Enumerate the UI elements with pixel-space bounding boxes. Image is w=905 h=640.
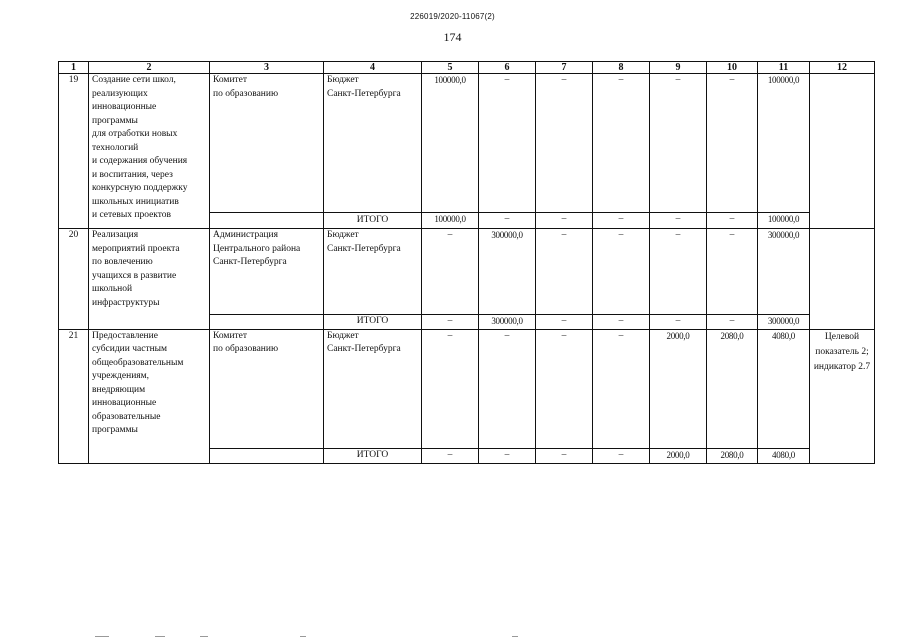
source-cell — [324, 229, 422, 315]
itogo-label: ИТОГО — [324, 448, 422, 463]
itogo-value: – — [536, 315, 593, 330]
header-row — [59, 62, 875, 74]
text-line: общеобразовательным — [92, 357, 184, 368]
text-line: Санкт-Петербурга — [327, 243, 401, 254]
value-cell: – — [422, 229, 479, 315]
value-cell: – — [422, 329, 479, 448]
executor-cell — [210, 329, 324, 448]
col-header: 9 — [650, 62, 707, 74]
page-number: 174 — [443, 30, 462, 44]
itogo-value: – — [422, 448, 479, 463]
text-line: и содержания обучения — [92, 156, 188, 166]
itogo-value: – — [593, 213, 650, 229]
text-line: инфраструктуры — [92, 297, 160, 308]
text-line: программы — [92, 425, 138, 435]
text-line: по образованию — [213, 344, 279, 354]
executor-cell-empty — [210, 315, 324, 330]
itogo-value: 100000,0 — [422, 213, 479, 229]
text-line: инновационные — [92, 102, 157, 112]
text-line: Комитет — [213, 75, 248, 85]
itogo-value: – — [536, 448, 593, 463]
value-cell: 2080,0 — [707, 329, 758, 448]
text-line: субсидии частным — [92, 344, 168, 354]
text-line: для отработки новых — [92, 129, 178, 139]
text-line: и сетевых проектов — [92, 210, 172, 220]
text-line: образовательные — [92, 411, 161, 422]
text-line: по вовлечению — [92, 257, 153, 267]
itogo-label: ИТОГО — [324, 213, 422, 229]
itogo-value: – — [707, 315, 758, 330]
text-line: индикатор 2.7 — [813, 361, 871, 372]
text-line: внедряющим — [92, 384, 146, 395]
col-header: 8 — [593, 62, 650, 74]
text-line: Комитет — [213, 330, 248, 341]
text-line: Предоставление — [92, 330, 158, 341]
value-cell: 100000,0 — [422, 74, 479, 213]
itogo-value: 4080,0 — [758, 448, 810, 463]
text-line: школьной — [92, 284, 133, 294]
value-cell: – — [536, 229, 593, 315]
value-cell: – — [479, 329, 536, 448]
text-line: Центрального района — [213, 243, 301, 254]
itogo-value: – — [650, 315, 707, 330]
table-row — [59, 229, 875, 315]
scan-mark — [200, 636, 208, 637]
text-line: показатель 2; — [815, 346, 869, 357]
col-header: 10 — [707, 62, 758, 74]
activity-cell — [89, 74, 210, 229]
executor-cell — [210, 229, 324, 315]
text-line: Целевой — [824, 331, 860, 342]
value-cell: – — [707, 74, 758, 213]
itogo-value: – — [593, 315, 650, 330]
itogo-value: – — [593, 448, 650, 463]
source-cell — [324, 329, 422, 448]
col-header: 4 — [324, 62, 422, 74]
col-header: 1 — [59, 62, 89, 74]
value-cell: 4080,0 — [758, 329, 810, 448]
value-cell: – — [536, 329, 593, 448]
text-line: учащихся в развитие — [92, 270, 177, 281]
activity-cell — [89, 229, 210, 330]
value-cell: – — [650, 229, 707, 315]
value-cell: 2000,0 — [650, 329, 707, 448]
value-cell: 100000,0 — [758, 74, 810, 213]
text-line: инновационные — [92, 398, 157, 408]
col-header: 5 — [422, 62, 479, 74]
value-cell: – — [593, 229, 650, 315]
scan-mark — [300, 636, 306, 637]
text-line: Бюджет — [327, 330, 359, 341]
itogo-value: – — [479, 448, 536, 463]
row-number: 21 — [59, 329, 89, 463]
text-line: Создание сети школ, — [92, 75, 176, 85]
scan-mark — [155, 636, 165, 637]
document-id: 226019/2020-11067(2) — [410, 12, 495, 21]
row-number: 19 — [59, 74, 89, 229]
text-line: учреждениям, — [92, 371, 150, 381]
table-row — [59, 74, 875, 213]
text-line: Санкт-Петербурга — [327, 344, 401, 354]
text-line: школьных инициатив — [92, 196, 179, 207]
itogo-value: – — [479, 213, 536, 229]
text-line: Реализация — [92, 230, 139, 240]
text-line: и воспитания, через — [92, 169, 173, 180]
value-cell: – — [536, 74, 593, 213]
scan-mark — [95, 636, 109, 637]
table-row — [59, 329, 875, 448]
text-line: Санкт-Петербурга — [327, 88, 401, 99]
activity-cell — [89, 329, 210, 463]
value-cell: – — [593, 329, 650, 448]
text-line: Бюджет — [327, 230, 359, 240]
itogo-value: 100000,0 — [758, 213, 810, 229]
note-cell — [810, 229, 875, 330]
text-line: по образованию — [213, 88, 279, 99]
value-cell: – — [479, 74, 536, 213]
source-cell — [324, 74, 422, 213]
itogo-value: 2080,0 — [707, 448, 758, 463]
text-line: конкурсную поддержку — [92, 183, 188, 193]
col-header: 11 — [758, 62, 810, 74]
executor-cell-empty — [210, 448, 324, 463]
scan-mark — [512, 636, 518, 637]
budget-table — [58, 61, 875, 464]
col-header: 6 — [479, 62, 536, 74]
text-line: Санкт-Петербурга — [213, 257, 287, 267]
text-line: Администрация — [213, 230, 278, 240]
itogo-value: – — [536, 213, 593, 229]
itogo-value: – — [707, 213, 758, 229]
itogo-value: 300000,0 — [758, 315, 810, 330]
itogo-value: 300000,0 — [479, 315, 536, 330]
itogo-value: – — [650, 213, 707, 229]
itogo-label: ИТОГО — [324, 315, 422, 330]
value-cell: 300000,0 — [479, 229, 536, 315]
value-cell: – — [593, 74, 650, 213]
text-line: программы — [92, 115, 138, 126]
text-line: Бюджет — [327, 75, 359, 85]
col-header: 2 — [89, 62, 210, 74]
col-header: 7 — [536, 62, 593, 74]
itogo-value: 2000,0 — [650, 448, 707, 463]
value-cell: – — [707, 229, 758, 315]
executor-cell-empty — [210, 213, 324, 229]
col-header: 3 — [210, 62, 324, 74]
row-number: 20 — [59, 229, 89, 330]
value-cell: – — [650, 74, 707, 213]
col-header: 12 — [810, 62, 875, 74]
text-line: технологий — [92, 142, 139, 153]
text-line: реализующих — [92, 88, 148, 99]
note-cell — [810, 74, 875, 229]
text-line: мероприятий проекта — [92, 243, 180, 254]
value-cell: 300000,0 — [758, 229, 810, 315]
executor-cell — [210, 74, 324, 213]
note-cell — [810, 329, 875, 463]
itogo-value: – — [422, 315, 479, 330]
